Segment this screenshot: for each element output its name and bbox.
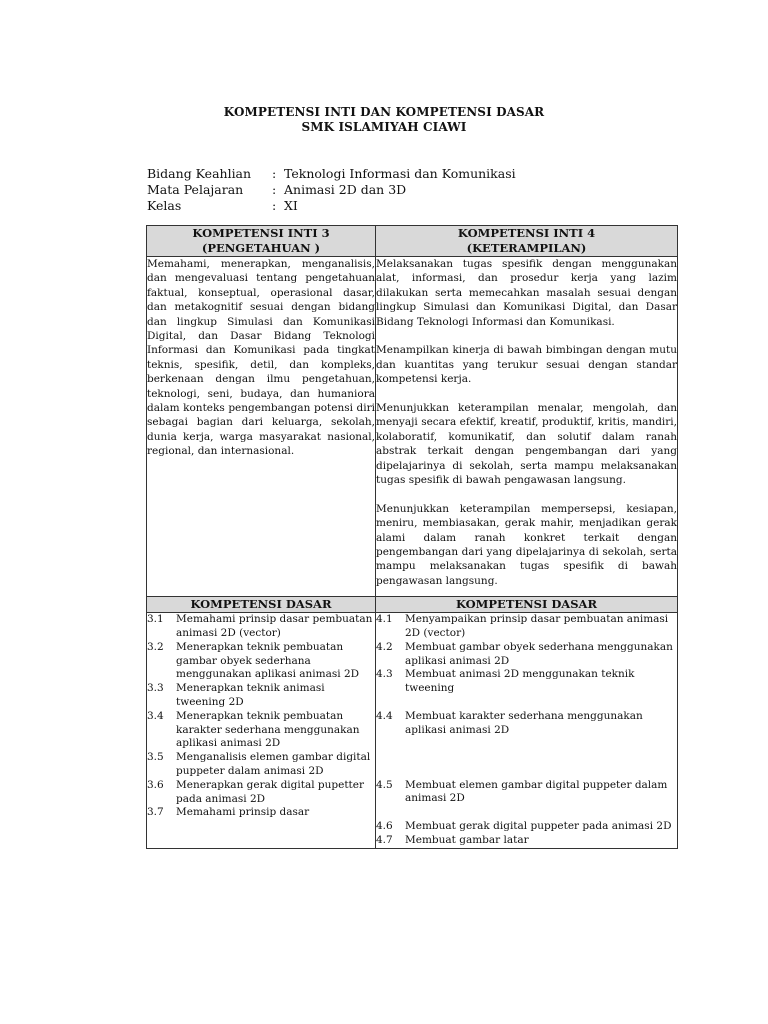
kd-number: 4.4	[376, 710, 393, 723]
kd-number: 4.5	[376, 778, 393, 791]
meta-value: Teknologi Informasi dan Komunikasi	[284, 166, 516, 181]
meta-row-kelas	[147, 198, 516, 214]
kd-item-4-2	[376, 641, 677, 669]
meta-value: XI	[284, 198, 298, 213]
kd-text: Menerapkan teknik pembuatan karakter sederhana menggunakan aplikasi animasi 2D	[176, 709, 360, 750]
kd-number: 3.1	[147, 613, 164, 626]
kd3-header: KOMPETENSI DASAR	[147, 597, 376, 613]
kd-content-row	[147, 613, 678, 849]
kd-item-3-2	[147, 641, 375, 682]
kd-number: 3.6	[147, 778, 164, 791]
kd-number: 3.4	[147, 709, 164, 722]
document-title: KOMPETENSI INTI DAN KOMPETENSI DASAR	[223, 105, 545, 119]
kd-number: 4.3	[376, 668, 393, 681]
kd-item-3-3	[147, 682, 375, 710]
competency-table	[146, 225, 678, 849]
kd-text: Membuat animasi 2D menggunakan teknik tweening	[405, 668, 635, 695]
kd-number: 4.6	[376, 820, 393, 833]
kd-number: 3.3	[147, 682, 164, 695]
meta-colon: :	[272, 198, 277, 213]
kd-text: Menerapkan gerak digital pupetter pada animasi 2D	[176, 778, 365, 805]
kd-item-3-7	[147, 806, 375, 820]
ki4-header-line1: KOMPETENSI INTI 4	[457, 226, 596, 240]
ki-content-row	[147, 257, 678, 597]
kd-item-3-5	[147, 751, 375, 779]
meta-colon: :	[272, 166, 277, 181]
ki3-paragraph: Memahami, menerapkan, menganalisis, dan mengevaluasi tentang pengetahuan faktual, konseptual, operasional dasar, dan metakognitif sesuai dengan bidang dan lingkup Simulasi dan Komunikasi Digital, dan Dasar Bidang Teknologi Informasi dan Komunikasi pada tingkat teknis, spesifik, detil, dan kompleks, berkenaan dengan ilmu pengetahuan, teknologi, seni, budaya, dan humaniora dalam konteks pengembangan potensi diri sebagai bagian dari keluarga, sekolah, dunia kerja, warga masyarakat nasional, regional, dan internasional.	[147, 258, 375, 458]
kd-number: 4.1	[376, 613, 393, 626]
ki-header-row	[147, 226, 678, 257]
meta-key: Mata Pelajaran	[147, 182, 244, 197]
kd-text: Menyampaikan prinsip dasar pembuatan animasi 2D (vector)	[405, 613, 669, 640]
kd-item-4-6	[376, 820, 677, 834]
kd-number: 3.5	[147, 751, 164, 764]
kd-number: 4.2	[376, 640, 393, 653]
kd-number: 3.2	[147, 640, 164, 653]
meta-info	[147, 166, 516, 214]
ki3-header-line2: (PENGETAHUAN )	[201, 241, 321, 255]
ki3-content	[147, 257, 376, 597]
kd-text: Membuat gambar obyek sederhana menggunakan aplikasi animasi 2D	[405, 640, 673, 667]
kd-text: Memahami prinsip dasar pembuatan animasi 2D (vector)	[176, 613, 373, 640]
school-name: SMK ISLAMIYAH CIAWI	[301, 120, 467, 134]
ki3-header-line1: KOMPETENSI INTI 3	[192, 226, 330, 240]
kd-item-4-7	[376, 834, 677, 848]
kd4-header: KOMPETENSI DASAR	[376, 597, 678, 613]
kd-header-row	[147, 597, 678, 613]
kd-text: Menerapkan teknik pembuatan gambar obyek sederhana menggunakan aplikasi animasi 2D	[176, 640, 360, 681]
spacer	[376, 806, 677, 820]
kd-item-3-4	[147, 710, 375, 751]
kd-item-4-3	[376, 668, 677, 696]
ki4-paragraph: Menampilkan kinerja di bawah bimbingan dengan mutu dan kuantitas yang terukur sesuai dengan standar kompetensi kerja.	[376, 344, 677, 386]
ki4-header-line2: (KETERAMPILAN)	[466, 241, 587, 255]
kd-text: Membuat karakter sederhana menggunakan aplikasi animasi 2D	[405, 710, 643, 736]
kd-item-4-5	[376, 779, 677, 807]
ki4-header	[376, 226, 678, 257]
kd-text: Membuat gerak digital puppeter pada animasi 2D	[405, 820, 672, 833]
kd-text: Menganalisis elemen gambar digital puppeter dalam animasi 2D	[176, 751, 371, 778]
kd-text: Memahami prinsip dasar	[176, 806, 310, 819]
spacer	[376, 738, 677, 779]
meta-key: Kelas	[147, 198, 182, 213]
ki4-content	[376, 257, 678, 597]
kd-text: Membuat elemen gambar digital puppeter dalam animasi 2D	[405, 778, 668, 805]
kd-number: 4.7	[376, 834, 393, 847]
ki3-header	[147, 226, 376, 257]
kd-item-3-1	[147, 613, 375, 641]
kd-item-4-1	[376, 613, 677, 641]
spacer	[376, 696, 677, 710]
kd-text: Menerapkan teknik animasi tweening 2D	[176, 682, 325, 709]
meta-value: Animasi 2D dan 3D	[284, 182, 407, 197]
ki4-paragraph: Menunjukkan keterampilan mempersepsi, kesiapan, meniru, membiasakan, gerak mahir, menjadikan gerak alami dalam ranah konkret terkait dengan pengembangan dari yang dipelajarinya di sekolah, serta mampu melaksanakan tugas spesifik di bawah pengawasan langsung.	[376, 502, 677, 587]
meta-colon: :	[272, 182, 277, 197]
kd-number: 3.7	[147, 806, 164, 819]
kd3-content	[147, 613, 376, 849]
kd-text: Membuat gambar latar	[405, 834, 529, 847]
meta-row-mapel	[147, 182, 516, 198]
ki4-paragraph: Menunjukkan keterampilan menalar, mengolah, dan menyaji secara efektif, kreatif, produktif, kritis, mandiri, kolaboratif, komunikatif, dan solutif dalam ranah abstrak terkait dengan pengembangan dari yang dipelajarinya di sekolah, serta mampu melaksanakan tugas spesifik di bawah pengawasan langsung.	[376, 402, 677, 487]
kd-item-4-4	[376, 710, 677, 738]
meta-key: Bidang Keahlian	[147, 166, 252, 181]
kd4-content	[376, 613, 678, 849]
meta-row-bidang	[147, 166, 516, 182]
ki4-paragraph: Melaksanakan tugas spesifik dengan menggunakan alat, informasi, dan prosedur kerja yang lazim dilakukan serta memecahkan masalah sesuai dengan lingkup Simulasi dan Komunikasi Digital, dan Dasar Bidang Teknologi Informasi dan Komunikasi.	[376, 258, 677, 328]
kd-item-3-6	[147, 779, 375, 807]
